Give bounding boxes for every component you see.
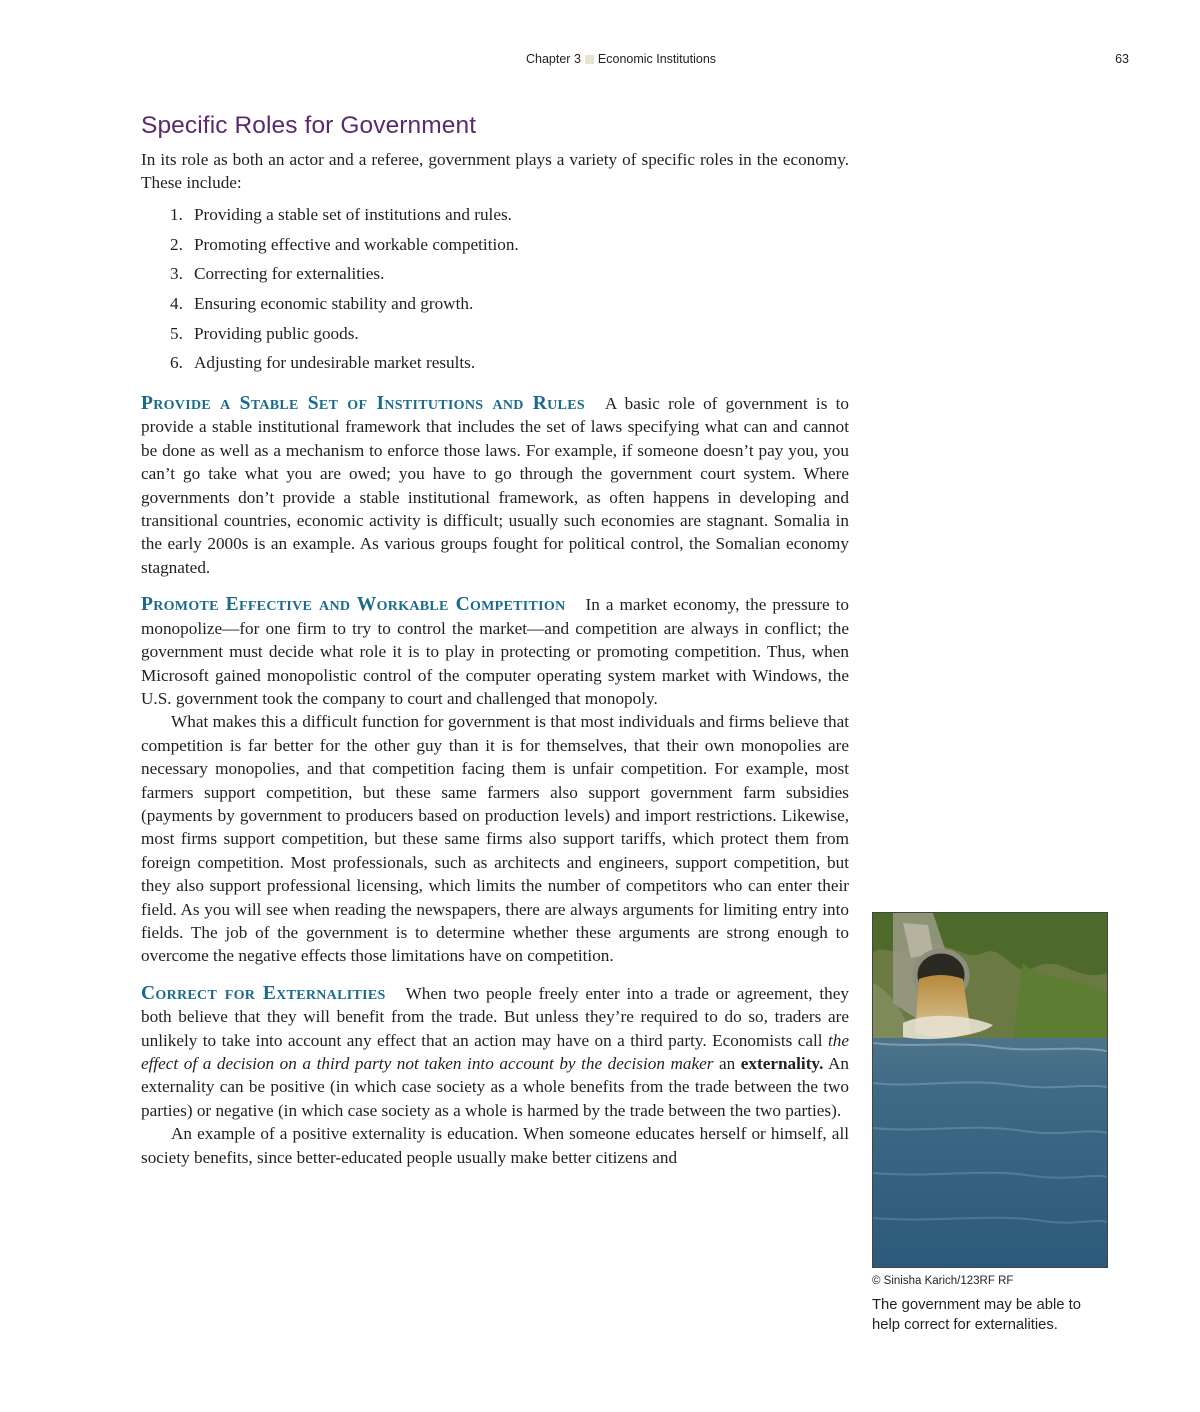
page-number: 63	[1115, 52, 1129, 66]
list-text: Adjusting for undesirable market results.	[194, 353, 476, 373]
list-text: Providing public goods.	[194, 323, 359, 343]
list-item	[141, 259, 849, 289]
drainage-pipe-photo	[872, 912, 1108, 1268]
stable-institutions-section	[141, 392, 849, 579]
competition-section	[141, 593, 849, 968]
externalities-body-b: an	[713, 1054, 741, 1073]
running-head-center	[526, 52, 716, 66]
list-text: Ensuring economic stability and growth.	[194, 293, 474, 313]
key-term-externality: externality.	[740, 1054, 824, 1073]
list-number: 6.	[170, 353, 183, 373]
externalities-paragraph-2: An example of a positive externality is education. When someone educates herself or himself, all society benefits, since better-educated people usually make better citizens and	[141, 1124, 849, 1167]
list-number: 1.	[170, 204, 183, 224]
chapter-title: Economic Institutions	[597, 52, 717, 66]
photo-illustration	[873, 913, 1107, 1267]
separator-square	[585, 55, 594, 64]
list-number: 4.	[170, 293, 183, 313]
list-text: Promoting effective and workable competition.	[194, 234, 519, 254]
list-number: 3.	[170, 264, 183, 284]
externalities-heading: Correct for Externalities	[141, 982, 386, 1004]
stable-institutions-body: A basic role of government is to provide a stable institutional framework that includes the set of laws specifying what can and cannot be done as well as a mechanism to enforce those laws. For example, if someone doesn’t pay you, you can’t go take what you are owed; you have to go through the government court system. Where governments don’t provide a stable institutional framework, as often happens in developing and transitional countries, economic activity is difficult; usually such economies are stagnant. Somalia in the early 2000s is an example. As various groups fought for political control, the Somalian economy stagnated.	[141, 394, 849, 577]
chapter-label: Chapter 3	[526, 52, 581, 66]
list-number: 2.	[170, 234, 183, 254]
stable-institutions-paragraph	[141, 392, 849, 579]
competition-body: In a market economy, the pressure to monopolize—for one firm to try to control the market—and competition are always in conflict; the government must decide what role it is to play in protecting or promoting competition. Thus, when Microsoft gained monopolistic control of the computer operating system market with Windows, the U.S. government took the company to court and challenged that monopoly.	[141, 595, 849, 708]
list-item	[141, 200, 849, 230]
externalities-body-a: When two people freely enter into a trade or agreement, they both believe that they will benefit from the trade. But unless they’re required to do so, traders are unlikely to take into account any effect that an action may have on a third party. Economists call	[141, 983, 849, 1050]
list-item	[141, 230, 849, 260]
competition-paragraph	[141, 593, 849, 710]
roles-list	[141, 200, 849, 378]
intro-paragraph: In its role as both an actor and a referee, government plays a variety of specific roles in the economy. These include:	[141, 150, 849, 193]
externalities-paragraph	[141, 982, 849, 1122]
photo-credit: © Sinisha Karich/123RF RF	[872, 1275, 1014, 1287]
externality-definition: the effect of a decision on a third party not taken into account by the decision maker	[141, 1030, 849, 1073]
list-item	[141, 289, 849, 319]
list-item	[141, 348, 849, 378]
list-text: Providing a stable set of institutions and rules.	[194, 204, 512, 224]
list-number: 5.	[170, 323, 183, 343]
externalities-body-c: An externality can be positive (in which case society as a whole benefits from the trade between the two parties) or negative (in which case society as a whole is harmed by the trade between the two parties).	[141, 1054, 849, 1120]
section-title: Specific Roles for Government	[141, 112, 477, 139]
list-item	[141, 319, 849, 349]
competition-paragraph-2: What makes this a difficult function for government is that most individuals and firms believe that competition is far better for the other guy than it is for themselves, that their own monopolies are necessary monopolies, and that competition facing them is unfair competition. For example, most farmers support competition, but these same farmers also support government farm subsidies (payments by government to producers based on production levels) and import restrictions. Likewise, most firms support competition, but these same firms also support tariffs, which protect them from foreign competition. Most professionals, such as architects and engineers, support competition, but they also support professional licensing, which limits the number of competitors who can enter their field. As you will see when reading the newspapers, there are always arguments for limiting entry into fields. The job of the government is to determine whether these arguments are strong enough to overcome the negative effects those limitations have on competition.	[141, 712, 849, 966]
photo-caption: The government may be able to help correct for externalities.	[872, 1297, 1081, 1333]
externalities-section	[141, 982, 849, 1169]
competition-heading: Promote Effective and Workable Competition	[141, 594, 566, 616]
stable-institutions-heading: Provide a Stable Set of Institutions and Rules	[141, 393, 585, 415]
main-column	[141, 112, 849, 1169]
list-text: Correcting for externalities.	[194, 264, 385, 284]
running-head	[0, 52, 1200, 70]
